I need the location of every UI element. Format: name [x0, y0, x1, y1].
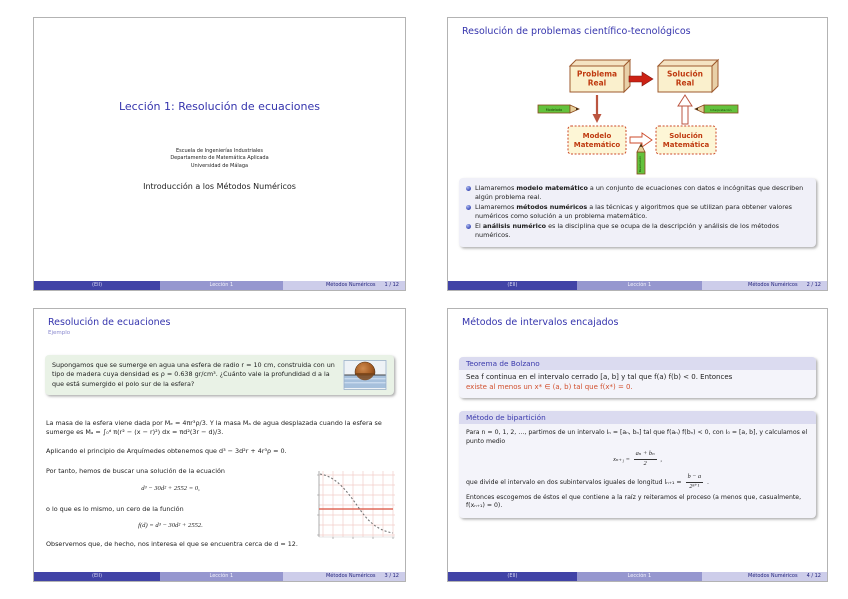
- pencil-modelado: [538, 105, 579, 113]
- ball-bullet-icon: [466, 186, 471, 191]
- slide-1-title-slide: [33, 17, 406, 291]
- biparticion-p2: [466, 473, 809, 491]
- bolzano-alert-text: existe al menos un x* ∈ (a, b) tal que f(x*) = 0.: [466, 382, 633, 391]
- midpoint-eq-lhs: xₙ₊₁ =: [613, 456, 630, 464]
- modelo-matematico-box: [568, 126, 626, 154]
- list-item: [465, 203, 808, 221]
- equation-2: f(d) = d³ − 30d² + 2552.: [138, 522, 203, 529]
- solucion-label-1: Solución: [666, 69, 703, 79]
- footer-lesson: Lección 1: [577, 281, 702, 290]
- sol-mat-label-1: Solución: [668, 132, 703, 140]
- bullet-text: [475, 222, 808, 240]
- institute-line-3: Universidad de Málaga: [190, 162, 249, 169]
- bolzano-statement: Sea f continua en el intervalo cerrado [a, b] y tal que f(a) f(b) < 0. Entonces: [466, 373, 733, 381]
- biparticion-p1: Para n = 0, 1, 2, …, partimos de un intervalo Iₙ = [aₙ, bₙ] tal que f(aₙ) f(bₙ) < 0, con I₀ = [a, b], y calculamos el punto medio: [466, 429, 808, 445]
- midpoint-eq-tail: ,: [660, 456, 662, 464]
- slide-2-problemas: [447, 17, 828, 291]
- example-block: [45, 355, 394, 395]
- paragraph-arquimedes: Aplicando el principio de Arquímedes obtenemos que d³ − 3d²r + 4r³ρ = 0.: [46, 447, 287, 455]
- problema-label-2: Real: [587, 78, 606, 88]
- solucion-real-box: [658, 60, 718, 92]
- ball-bullet-icon: [466, 205, 471, 210]
- footer-authors: (EII): [448, 281, 577, 290]
- footer-lesson: Lección 1: [577, 572, 702, 581]
- footer-course: [283, 281, 405, 290]
- bullet-text: [475, 184, 808, 202]
- solucion-matematica-box: [656, 126, 716, 154]
- biparticion-p3: Entonces escogemos de éstos el que contiene a la raíz y reiteramos el proceso (a menos que, casualmente, f(xₙ₊₁) = 0).: [466, 493, 802, 510]
- midpoint-fraction: [634, 450, 657, 469]
- midpoint-equation: [466, 450, 809, 469]
- pencil-interpretacion: [695, 105, 738, 113]
- bullet-pre: Llamaremos: [475, 184, 517, 192]
- page-number: 3 / 12: [384, 573, 399, 579]
- bullet-post: a las técnicas y algoritmos que se utilizan para obtener valores numéricos como solución a un problema matemático.: [475, 202, 792, 220]
- footer-course-name: Métodos Numéricos: [748, 282, 798, 288]
- modelling-diagram-svg: [532, 54, 744, 176]
- footer-lesson: Lección 1: [160, 281, 282, 290]
- footer-bar: [448, 572, 827, 581]
- bullet-bold-term: modelo matemático: [516, 184, 588, 192]
- biparticion-block-title: Método de bipartición: [459, 411, 816, 424]
- definitions-block: [459, 178, 816, 247]
- modelo-label-1: Modelo: [582, 132, 611, 140]
- floating-sphere-image: [343, 360, 387, 390]
- footer-authors: (EII): [34, 281, 160, 290]
- bullet-pre: Llamaremos: [475, 202, 517, 211]
- footer-lesson: Lección 1: [160, 572, 282, 581]
- frame-title: Métodos de intervalos encajados: [462, 317, 619, 328]
- fraction-denominator: 2ⁿ⁺¹: [689, 482, 700, 490]
- modelo-label-2: Matemático: [573, 141, 620, 149]
- equation-1: d³ − 30d² + 2552 = 0,: [141, 485, 200, 492]
- sol-mat-label-2: Matemática: [662, 141, 709, 149]
- solucion-label-2: Real: [675, 78, 694, 88]
- pencil-resolucion: [637, 144, 645, 174]
- paragraph-cero: o lo que es lo mismo, un cero de la función: [46, 505, 184, 513]
- bullet-post: es la disciplina que se ocupa de la descripción y análisis de los métodos numéricos.: [475, 221, 779, 239]
- footer-authors: (EII): [34, 572, 160, 581]
- footer-authors: (EII): [448, 572, 577, 581]
- pencil-interpretacion-label: Interpretación: [709, 108, 732, 112]
- institute-block: [34, 148, 405, 170]
- paragraph-observemos: Observemos que, de hecho, nos interesa el que se encuentra cerca de d = 12.: [46, 540, 298, 548]
- biparticion-block-body: [459, 424, 816, 518]
- page-number: 1 / 12: [384, 282, 399, 288]
- footer-course-name: Métodos Numéricos: [325, 282, 376, 288]
- footer-bar: [34, 572, 405, 581]
- biparticion-p2-pre: que divide el intervalo en dos subintervalos iguales de longitud lₙ₊₁ =: [466, 479, 682, 487]
- footer-course: [702, 281, 827, 290]
- slide-3-ejemplo: [33, 308, 406, 582]
- biparticion-p2-post: .: [707, 479, 709, 487]
- bolzano-block: [459, 357, 816, 398]
- arrow-up-interpretacion: [678, 95, 692, 124]
- bullet-post: a un conjunto de ecuaciones con datos e incógnitas que describen algún problema real.: [475, 184, 804, 201]
- footer-course: [702, 572, 827, 581]
- length-fraction: [686, 473, 703, 491]
- course-subtitle: Introducción a los Métodos Numéricos: [143, 182, 296, 191]
- bullet-bold-term: métodos numéricos: [516, 202, 588, 211]
- pencil-resolucion-label: Resolución: [637, 155, 642, 173]
- paragraph-buscar: Por tanto, hemos de buscar una solución de la ecuación: [46, 467, 225, 475]
- institute-line-2: Departamento de Matemática Aplicada: [170, 155, 269, 162]
- footer-bar: [34, 281, 405, 290]
- footer-course-name: Métodos Numéricos: [325, 573, 376, 579]
- page-number: 2 / 12: [806, 282, 821, 288]
- paragraph-masa: La masa de la esfera viene dada por Mₑ = 4πr³ρ/3. Y la masa Mₐ de agua desplazada cuando la esfera se sumerge es Mₐ = ∫₀ᵈ π(r² − (x − r)²) dx = πd²(3r − d)/3.: [46, 419, 382, 436]
- ball-bullet-icon: [466, 224, 471, 229]
- example-text: Supongamos que se sumerge en agua una esfera de radio r = 10 cm, construida con un tipo de madera cuya densidad es ρ = 0.638 gr/cm³. ¿Cuánto vale la profundidad d a la que está sumergido el polo sur de la esfera?: [52, 361, 335, 388]
- fraction-denominator: 2: [643, 460, 647, 468]
- page-number: 4 / 12: [806, 573, 821, 579]
- modelling-diagram: [532, 54, 744, 180]
- bolzano-block-body: [459, 370, 816, 398]
- frame-subtitle: Ejemplo: [48, 330, 71, 336]
- bolzano-block-title: Teorema de Bolzano: [459, 357, 816, 370]
- footer-bar: [448, 281, 827, 290]
- lecture-title: Lección 1: Resolución de ecuaciones: [118, 100, 321, 113]
- list-item: [465, 184, 808, 202]
- institute-line-1: Escuela de Ingenierías Industriales: [175, 148, 263, 154]
- frame-title: Resolución de problemas científico-tecnológicos: [462, 26, 691, 37]
- fraction-numerator: b − a: [686, 473, 703, 483]
- arrow-problema-to-solucion: [629, 72, 653, 86]
- bullet-bold-term: análisis numérico: [482, 221, 547, 230]
- footer-course-name: Métodos Numéricos: [748, 573, 798, 579]
- problema-real-box: [570, 60, 630, 92]
- bullet-pre: El: [475, 221, 483, 230]
- problema-label-1: Problema: [576, 69, 617, 79]
- frame-title: Resolución de ecuaciones: [48, 317, 171, 328]
- mini-plot: [309, 467, 397, 545]
- fraction-numerator: aₙ + bₙ: [634, 450, 657, 460]
- bullet-text: [475, 203, 808, 221]
- biparticion-block: [459, 411, 816, 518]
- footer-course: [283, 572, 405, 581]
- list-item: [465, 222, 808, 240]
- pencil-modelado-label: Modelado: [545, 108, 562, 112]
- arrow-down-modelado: [592, 95, 601, 123]
- slide-4-intervalos: [447, 308, 828, 582]
